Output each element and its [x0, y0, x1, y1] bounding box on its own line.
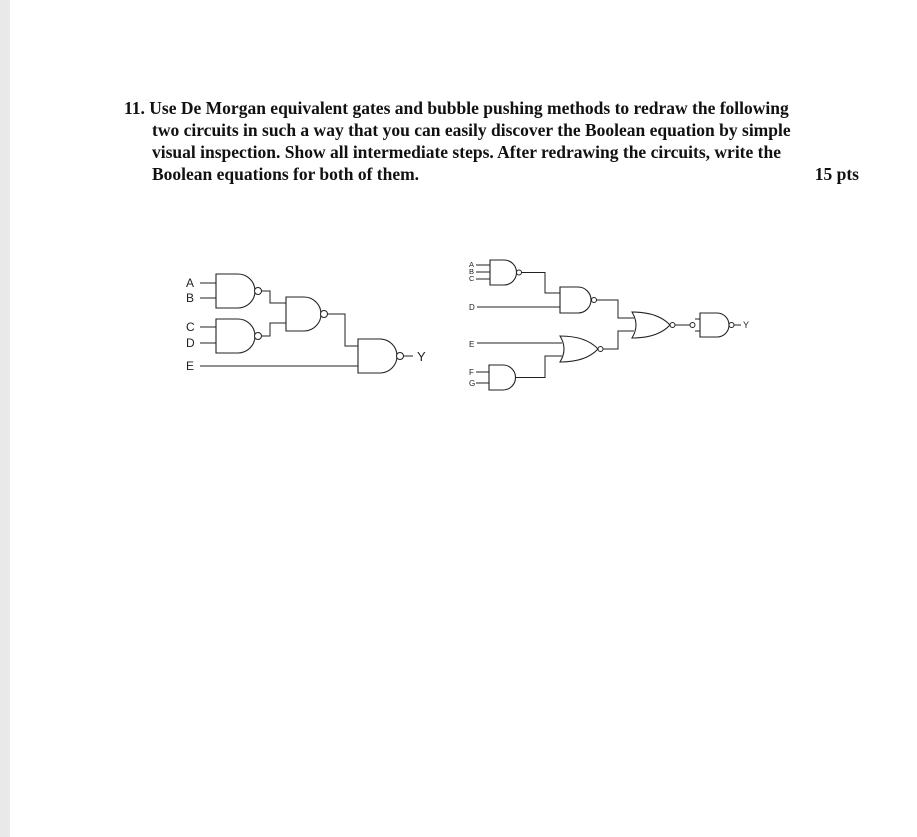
c2-input-g: G — [469, 379, 476, 388]
bubble-e — [729, 323, 734, 328]
c1-input-a: A — [186, 276, 195, 290]
wire-ga-gb — [522, 273, 561, 294]
c1-input-d: D — [186, 336, 195, 350]
or-gate-d — [632, 312, 670, 338]
nand-gate-e — [700, 313, 729, 337]
wire-g2-g3 — [262, 323, 287, 336]
bubble-a — [517, 270, 522, 275]
nand-gate-b — [560, 287, 591, 313]
points-label: 15 pts — [814, 164, 859, 184]
wire-g3-g4 — [328, 314, 359, 346]
wire-gc-gd — [603, 331, 634, 349]
bubble-4 — [397, 353, 404, 360]
nand-gate-4 — [358, 339, 397, 373]
bubble-d — [670, 323, 675, 328]
question-line-1-text: Use De Morgan equivalent gates and bubble pushing methods to redraw the following — [149, 98, 789, 118]
question-number: 11. — [124, 98, 145, 118]
nand-gate-3 — [286, 297, 321, 331]
or-gate-c — [560, 336, 598, 362]
c1-output-y: Y — [417, 349, 426, 364]
question-line-2: two circuits in such a way that you can easily discover the Boolean equation by simple — [152, 120, 791, 140]
question-line-3: visual inspection. Show all intermediate steps. After redrawing the circuits, write the — [152, 142, 781, 162]
question-line-4-text: Boolean equations for both of them. — [152, 164, 420, 184]
nand-gate-2 — [216, 319, 255, 353]
c2-input-a: A — [469, 260, 475, 269]
bubble-2 — [255, 333, 262, 340]
circuit-2 — [469, 260, 749, 390]
wire-g1-g3 — [262, 291, 287, 303]
c1-input-b: B — [186, 291, 195, 305]
wire-gb-gd — [597, 300, 635, 318]
wire-gfg-gc — [516, 356, 563, 378]
nand-gate-a — [490, 260, 517, 285]
bubble-c — [598, 347, 603, 352]
c2-input-b: B — [469, 267, 475, 276]
c2-input-e: E — [469, 340, 475, 349]
circuit-1 — [186, 274, 426, 373]
c1-input-c: C — [186, 320, 195, 334]
c2-input-c: C — [469, 274, 475, 283]
bubble-b — [592, 298, 597, 303]
nand-gate-fg — [489, 365, 516, 390]
c2-input-d: D — [469, 303, 475, 312]
bubble-1 — [255, 288, 262, 295]
bubble-3 — [321, 311, 328, 318]
c1-input-e: E — [186, 359, 195, 373]
nand-gate-1 — [216, 274, 255, 308]
bubble-e-in — [690, 323, 695, 328]
c2-input-f: F — [469, 368, 474, 377]
c2-output-y: Y — [743, 320, 750, 330]
